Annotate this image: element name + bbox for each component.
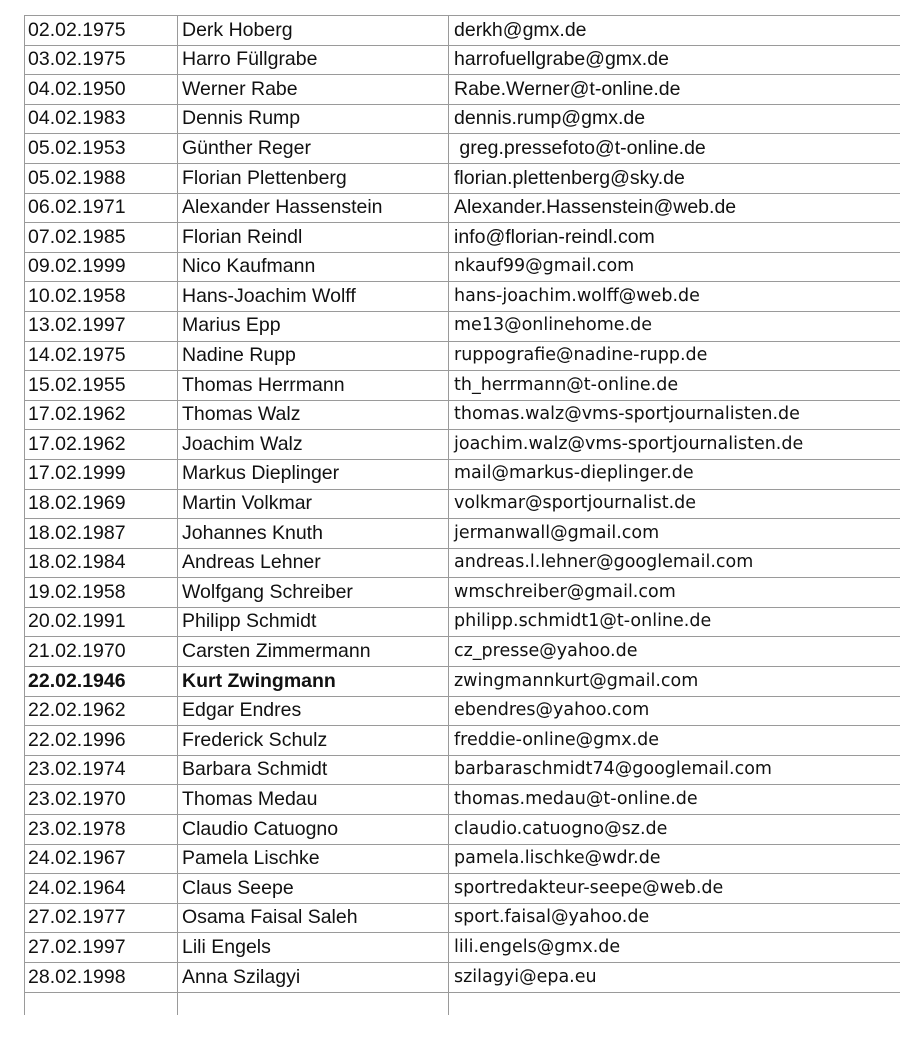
table-row <box>25 933 900 963</box>
date-cell: 23.02.1974 <box>25 755 178 785</box>
table-row <box>25 578 900 608</box>
email-cell[interactable]: sportredakteur-seepe@web.de <box>449 874 900 904</box>
email-cell[interactable]: philipp.schmidt1@t-online.de <box>449 607 900 637</box>
date-cell: 03.02.1975 <box>25 45 178 75</box>
table-row <box>25 785 900 815</box>
email-cell[interactable]: sport.faisal@yahoo.de <box>449 903 900 933</box>
date-cell: 27.02.1997 <box>25 933 178 963</box>
date-cell: 21.02.1970 <box>25 637 178 667</box>
table-row <box>25 637 900 667</box>
table-row <box>25 607 900 637</box>
table-row <box>25 193 900 223</box>
date-cell: 22.02.1962 <box>25 696 178 726</box>
email-cell[interactable]: barbaraschmidt74@googlemail.com <box>449 755 900 785</box>
date-cell: 27.02.1977 <box>25 903 178 933</box>
email-cell[interactable]: szilagyi@epa.eu <box>449 963 900 993</box>
email-cell[interactable]: info@florian-reindl.com <box>449 223 900 253</box>
name-cell: Alexander Hassenstein <box>178 193 449 223</box>
date-cell: 19.02.1958 <box>25 578 178 608</box>
birthday-contact-table <box>24 15 900 1015</box>
name-cell: Lili Engels <box>178 933 449 963</box>
name-cell: Frederick Schulz <box>178 726 449 756</box>
name-cell: Dennis Rump <box>178 104 449 134</box>
name-cell: Johannes Knuth <box>178 519 449 549</box>
date-cell: 07.02.1985 <box>25 223 178 253</box>
email-cell[interactable]: andreas.l.lehner@googlemail.com <box>449 548 900 578</box>
name-cell: Günther Reger <box>178 134 449 164</box>
table-row <box>25 75 900 105</box>
table-row <box>25 667 900 697</box>
table-row <box>25 489 900 519</box>
name-cell: Florian Reindl <box>178 223 449 253</box>
date-cell: 22.02.1946 <box>25 667 178 697</box>
name-cell: Florian Plettenberg <box>178 163 449 193</box>
email-cell[interactable]: lili.engels@gmx.de <box>449 933 900 963</box>
email-cell[interactable]: Alexander.Hassenstein@web.de <box>449 193 900 223</box>
date-cell: 10.02.1958 <box>25 282 178 312</box>
name-cell: Philipp Schmidt <box>178 607 449 637</box>
date-cell: 04.02.1950 <box>25 75 178 105</box>
name-cell: Thomas Herrmann <box>178 371 449 401</box>
date-cell: 20.02.1991 <box>25 607 178 637</box>
name-cell: Claudio Catuogno <box>178 815 449 845</box>
email-cell[interactable]: wmschreiber@gmail.com <box>449 578 900 608</box>
date-cell: 24.02.1967 <box>25 844 178 874</box>
email-cell[interactable]: th_herrmann@t-online.de <box>449 371 900 401</box>
date-cell: 17.02.1962 <box>25 400 178 430</box>
email-cell[interactable]: claudio.catuogno@sz.de <box>449 815 900 845</box>
email-cell[interactable]: zwingmannkurt@gmail.com <box>449 667 900 697</box>
table-row <box>25 963 900 993</box>
table-row <box>25 252 900 282</box>
date-cell: 22.02.1996 <box>25 726 178 756</box>
name-cell: Markus Dieplinger <box>178 459 449 489</box>
name-cell: Anna Szilagyi <box>178 963 449 993</box>
table-row <box>25 45 900 75</box>
empty-name-cell <box>178 992 449 1015</box>
email-cell[interactable]: ebendres@yahoo.com <box>449 696 900 726</box>
table-row <box>25 815 900 845</box>
date-cell: 05.02.1988 <box>25 163 178 193</box>
name-cell: Werner Rabe <box>178 75 449 105</box>
name-cell: Edgar Endres <box>178 696 449 726</box>
date-cell: 06.02.1971 <box>25 193 178 223</box>
email-cell[interactable]: thomas.medau@t-online.de <box>449 785 900 815</box>
date-cell: 18.02.1984 <box>25 548 178 578</box>
date-cell: 28.02.1998 <box>25 963 178 993</box>
name-cell: Hans-Joachim Wolff <box>178 282 449 312</box>
table-row <box>25 844 900 874</box>
date-cell: 09.02.1999 <box>25 252 178 282</box>
table-row <box>25 163 900 193</box>
email-cell[interactable]: derkh@gmx.de <box>449 16 900 46</box>
table-row <box>25 726 900 756</box>
email-cell[interactable]: thomas.walz@vms-sportjournalisten.de <box>449 400 900 430</box>
email-cell[interactable]: Rabe.Werner@t-online.de <box>449 75 900 105</box>
name-cell: Martin Volkmar <box>178 489 449 519</box>
table-row <box>25 459 900 489</box>
table-row <box>25 519 900 549</box>
name-cell: Pamela Lischke <box>178 844 449 874</box>
date-cell: 14.02.1975 <box>25 341 178 371</box>
name-cell: Joachim Walz <box>178 430 449 460</box>
email-cell[interactable]: florian.plettenberg@sky.de <box>449 163 900 193</box>
email-cell[interactable]: dennis.rump@gmx.de <box>449 104 900 134</box>
email-cell[interactable]: greg.pressefoto@t-online.de <box>449 134 900 164</box>
table-row <box>25 134 900 164</box>
table-row <box>25 430 900 460</box>
email-cell[interactable]: ruppografie@nadine-rupp.de <box>449 341 900 371</box>
table-row <box>25 223 900 253</box>
table-row <box>25 104 900 134</box>
table-row <box>25 282 900 312</box>
table-body <box>25 16 900 1015</box>
date-cell: 23.02.1978 <box>25 815 178 845</box>
name-cell: Wolfgang Schreiber <box>178 578 449 608</box>
table-row <box>25 400 900 430</box>
email-cell[interactable]: harrofuellgrabe@gmx.de <box>449 45 900 75</box>
empty-email-cell <box>449 992 900 1015</box>
name-cell: Claus Seepe <box>178 874 449 904</box>
date-cell: 18.02.1969 <box>25 489 178 519</box>
email-cell[interactable]: volkmar@sportjournalist.de <box>449 489 900 519</box>
email-cell[interactable]: joachim.walz@vms-sportjournalisten.de <box>449 430 900 460</box>
table-row <box>25 874 900 904</box>
table-row <box>25 696 900 726</box>
name-cell: Harro Füllgrabe <box>178 45 449 75</box>
empty-table-row <box>25 992 900 1015</box>
date-cell: 23.02.1970 <box>25 785 178 815</box>
empty-date-cell <box>25 992 178 1015</box>
date-cell: 17.02.1999 <box>25 459 178 489</box>
date-cell: 24.02.1964 <box>25 874 178 904</box>
table-row <box>25 311 900 341</box>
name-cell: Osama Faisal Saleh <box>178 903 449 933</box>
date-cell: 18.02.1987 <box>25 519 178 549</box>
date-cell: 17.02.1962 <box>25 430 178 460</box>
email-cell[interactable]: pamela.lischke@wdr.de <box>449 844 900 874</box>
email-cell[interactable]: jermanwall@gmail.com <box>449 519 900 549</box>
name-cell: Thomas Medau <box>178 785 449 815</box>
email-cell[interactable]: me13@onlinehome.de <box>449 311 900 341</box>
date-cell: 02.02.1975 <box>25 16 178 46</box>
email-cell[interactable]: hans-joachim.wolff@web.de <box>449 282 900 312</box>
name-cell: Carsten Zimmermann <box>178 637 449 667</box>
table-row <box>25 548 900 578</box>
name-cell: Thomas Walz <box>178 400 449 430</box>
email-cell[interactable]: cz_presse@yahoo.de <box>449 637 900 667</box>
date-cell: 13.02.1997 <box>25 311 178 341</box>
email-cell[interactable]: mail@markus-dieplinger.de <box>449 459 900 489</box>
table-row <box>25 341 900 371</box>
name-cell: Barbara Schmidt <box>178 755 449 785</box>
table-row <box>25 371 900 401</box>
date-cell: 04.02.1983 <box>25 104 178 134</box>
name-cell: Derk Hoberg <box>178 16 449 46</box>
name-cell: Nico Kaufmann <box>178 252 449 282</box>
date-cell: 15.02.1955 <box>25 371 178 401</box>
name-cell: Marius Epp <box>178 311 449 341</box>
email-cell[interactable]: nkauf99@gmail.com <box>449 252 900 282</box>
name-cell: Andreas Lehner <box>178 548 449 578</box>
table-row <box>25 903 900 933</box>
date-cell: 05.02.1953 <box>25 134 178 164</box>
name-cell: Nadine Rupp <box>178 341 449 371</box>
email-cell[interactable]: freddie-online@gmx.de <box>449 726 900 756</box>
name-cell: Kurt Zwingmann <box>178 667 449 697</box>
table-row <box>25 755 900 785</box>
table-row <box>25 16 900 46</box>
